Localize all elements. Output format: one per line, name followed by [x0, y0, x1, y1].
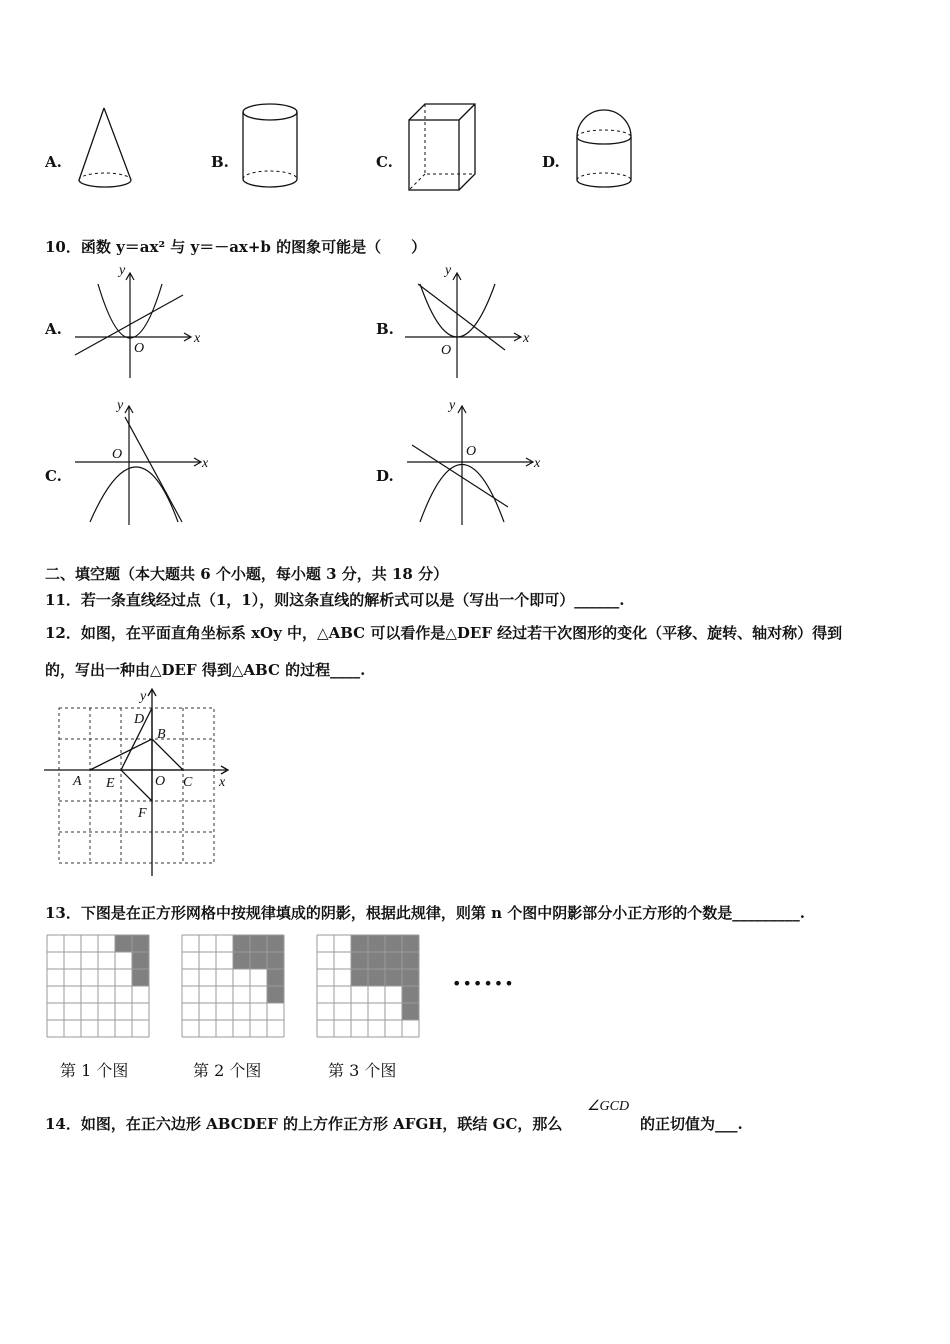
q13-figure-3: [317, 935, 421, 1037]
q14-angle: ∠GCD: [587, 1099, 630, 1114]
q10a-x-label: x: [194, 331, 201, 346]
q10-graph-a: [70, 262, 210, 382]
option-c-label: C.: [376, 153, 393, 171]
q12-point-a: A: [73, 774, 82, 789]
section-2-title: 二、填空题（本大题共 6 个小题，每小题 3 分，共 18 分）: [45, 565, 449, 583]
q12-axis-x: x: [219, 775, 226, 790]
q10-graph-c: [70, 397, 215, 527]
q13-figure-2: [182, 935, 286, 1037]
q12-point-b: B: [157, 727, 166, 742]
cylinder-figure: [240, 100, 302, 195]
q10c-y-label: y: [117, 398, 124, 413]
q10b-x-label: x: [523, 331, 530, 346]
q13-caption-3: 第 3 个图: [328, 1061, 397, 1080]
q10-option-c-label: C.: [45, 467, 62, 485]
q10d-origin-label: O: [466, 444, 477, 459]
q10d-x-label: x: [534, 456, 541, 471]
q10-option-a-label: A.: [45, 320, 62, 338]
q13-ellipsis: ••••••: [452, 974, 515, 993]
option-d-label: D.: [542, 153, 560, 171]
q12-axis-y: y: [140, 689, 147, 704]
q10a-y-label: y: [119, 263, 126, 278]
question-12-line1: 12．如图，在平面直角坐标系 xOy 中，△ABC 可以看作是△DEF 经过若干次图形的变化（平移、旋转、轴对称）得到: [45, 624, 843, 642]
q10-graph-b: [400, 262, 540, 382]
q12-point-o: O: [155, 774, 166, 789]
q10-option-b-label: B.: [376, 320, 394, 338]
question-11-text: 11．若一条直线经过点（1，1），则这条直线的解析式可以是（写出一个即可）______.: [45, 591, 625, 609]
q10-graph-d: [402, 397, 547, 527]
q10a-origin-label: O: [134, 341, 145, 356]
cuboid-figure: [405, 100, 480, 195]
question-13-text: 13．下图是在正方形网格中按规律填成的阴影，根据此规律，则第 n 个图中阴影部分小正方形的个数是_________.: [45, 904, 805, 922]
q13-figure-1: [47, 935, 151, 1037]
q10c-origin-label: O: [112, 447, 123, 462]
q13-caption-2: 第 2 个图: [193, 1061, 262, 1080]
q10b-origin-label: O: [441, 343, 452, 358]
q12-point-f: F: [138, 806, 147, 821]
option-a-label: A.: [45, 153, 62, 171]
q12-point-d: D: [134, 712, 145, 727]
question-12-line2: 的，写出一种由△DEF 得到△ABC 的过程____.: [45, 661, 366, 679]
q10-option-d-label: D.: [376, 467, 394, 485]
q12-point-e: E: [106, 776, 115, 791]
question-14-text-before: 14．如图，在正六边形 ABCDEF 的上方作正方形 AFGH，联结 GC，那么: [45, 1115, 563, 1133]
cylinder-hemisphere-figure: [572, 105, 637, 197]
question-10-text: 10．函数 y＝ax² 与 y＝－ax+b 的图象可能是（ ）: [45, 238, 427, 256]
q10b-y-label: y: [445, 263, 452, 278]
q10c-x-label: x: [202, 456, 209, 471]
q12-point-c: C: [183, 775, 193, 790]
option-b-label: B.: [211, 153, 229, 171]
question-14-text-after: 的正切值为___.: [640, 1115, 743, 1133]
cone-figure: [75, 105, 137, 195]
q13-caption-1: 第 1 个图: [60, 1061, 129, 1080]
q10d-y-label: y: [449, 398, 456, 413]
q12-coordinate-grid: [42, 688, 242, 878]
